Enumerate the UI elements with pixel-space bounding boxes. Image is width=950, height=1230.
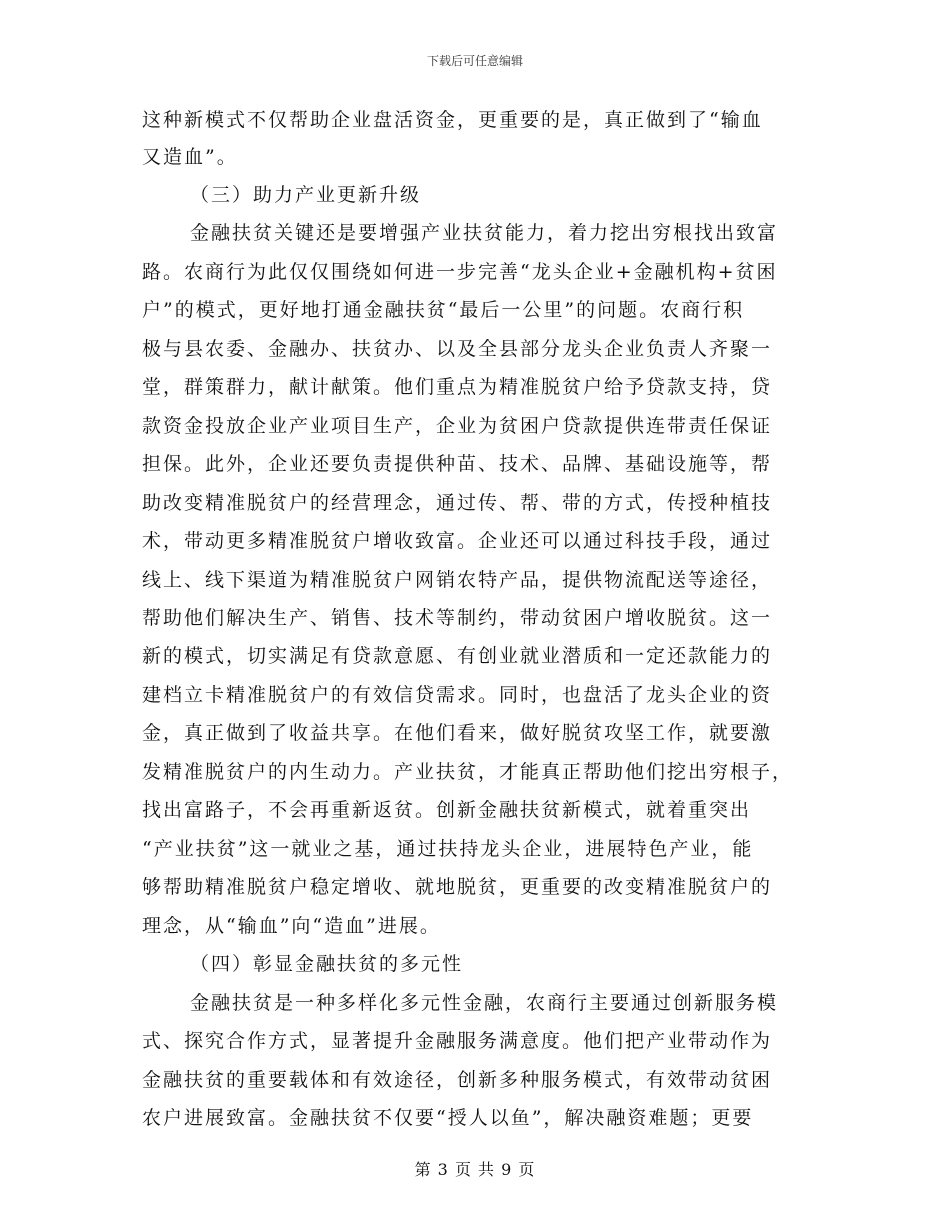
page-footer: 第 3 页 共 9 页 xyxy=(414,1160,536,1179)
text-line: 找出富路子，不会再重新返贫。创新金融扶贫新模式，就着重突出 xyxy=(142,799,752,821)
text-line: 户”的模式，更好地打通金融扶贫“最后一公里”的问题。农商行积 xyxy=(142,299,745,321)
text-line: 金，真正做到了收益共享。在他们看来，做好脱贫攻坚工作，就要激 xyxy=(142,722,773,744)
text-line: 农户进展致富。金融扶贫不仅要“授人以鱼”，解决融资难题；更要 xyxy=(142,1107,754,1129)
text-line: 金融扶贫的重要载体和有效途径，创新多种服务模式，有效带动贫困 xyxy=(142,1069,773,1091)
text-line: 金融扶贫是一种多样化多元性金融，农商行主要通过创新服务模 xyxy=(190,992,779,1014)
text-line: “产业扶贫”这一就业之基，通过扶持龙头企业，进展特色产业，能 xyxy=(142,838,754,860)
text-line: 助改变精准脱贫户的经营理念，通过传、帮、带的方式，传授种植技 xyxy=(142,492,773,514)
page-header: 下载后可任意编辑 xyxy=(426,54,523,68)
section-heading: （三）助力产业更新升级 xyxy=(190,184,422,206)
text-line: 堂，群策群力，献计献策。他们重点为精准脱贫户给予贷款支持，贷 xyxy=(142,376,773,398)
text-line: 线上、线下渠道为精准脱贫户网销农特产品，提供物流配送等途径， xyxy=(142,569,773,591)
text-line: 够帮助精准脱贫户稳定增收、就地脱贫，更重要的改变精准脱贫户的 xyxy=(142,876,773,898)
section-heading: （四）彰显金融扶贫的多元性 xyxy=(190,953,464,975)
text-line: 术，带动更多精准脱贫户增收致富。企业还可以通过科技手段，通过 xyxy=(142,530,773,552)
text-line: 发精准脱贫户的内生动力。产业扶贫，才能真正帮助他们挖出穷根子， xyxy=(142,761,794,783)
text-line: 这种新模式不仅帮助企业盘活资金，更重要的是，真正做到了“输血 xyxy=(142,109,763,131)
text-line: 担保。此外，企业还要负责提供种苗、技术、品牌、基础设施等，帮 xyxy=(142,453,773,475)
text-line: 理念，从“输血”向“造血”进展。 xyxy=(142,915,441,937)
text-line: 极与县农委、金融办、扶贫办、以及全县部分龙头企业负责人齐聚一 xyxy=(142,338,773,360)
text-line: 式、探究合作方式，显著提升金融服务满意度。他们把产业带动作为 xyxy=(142,1030,773,1052)
text-line: 款资金投放企业产业项目生产，企业为贫困户贷款提供连带责任保证 xyxy=(142,415,773,437)
text-line: 新的模式，切实满足有贷款意愿、有创业就业潜质和一定还款能力的 xyxy=(142,645,773,667)
text-line: 路。农商行为此仅仅围绕如何进一步完善“龙头企业+金融机构+贫困 xyxy=(142,261,778,283)
text-line: 建档立卡精准脱贫户的有效信贷需求。同时，也盘活了龙头企业的资 xyxy=(142,684,773,706)
text-line: 又造血”。 xyxy=(142,146,238,168)
text-line: 帮助他们解决生产、销售、技术等制约，带动贫困户增收脱贫。这一 xyxy=(142,607,773,629)
text-line: 金融扶贫关键还是要增强产业扶贫能力，着力挖出穷根找出致富 xyxy=(190,222,779,244)
